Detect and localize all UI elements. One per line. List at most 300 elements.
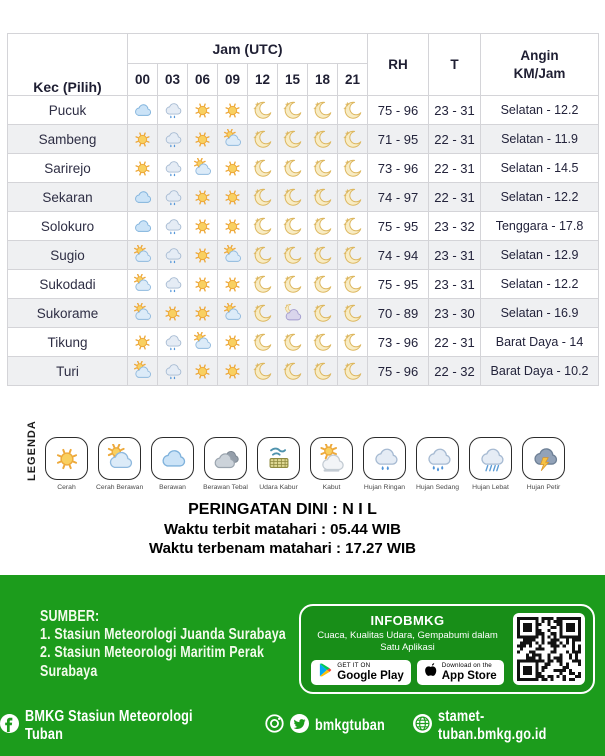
weather-cell <box>188 299 218 328</box>
cerah-malam-icon <box>342 158 363 179</box>
t-cell: 23 - 31 <box>429 270 481 299</box>
weather-cell <box>338 299 368 328</box>
weather-cell <box>338 154 368 183</box>
cerah-malam-icon <box>252 245 273 266</box>
cerah-malam-icon <box>282 274 303 295</box>
hujan-ringan-icon <box>370 444 400 474</box>
cerah-berawan-icon <box>132 303 153 324</box>
hujan-petir-icon <box>529 444 559 474</box>
rh-cell: 71 - 95 <box>368 125 429 154</box>
weather-cell <box>278 212 308 241</box>
instagram-twitter-item[interactable] <box>265 714 400 738</box>
cerah-berawan-icon <box>222 129 243 150</box>
legend-label: Berawan Tebal <box>203 484 248 491</box>
berawan-icon <box>132 216 153 237</box>
kec-cell[interactable]: Sarirejo <box>8 154 128 183</box>
cerah-malam-icon <box>282 361 303 382</box>
weather-cell <box>158 357 188 386</box>
legend-box <box>310 437 353 480</box>
cerah-malam-icon <box>342 303 363 324</box>
legend-item <box>361 437 408 491</box>
cerah-icon <box>222 274 243 295</box>
kec-cell[interactable]: Sugio <box>8 241 128 270</box>
weather-cell <box>158 241 188 270</box>
legend-item <box>43 437 90 491</box>
t-cell: 22 - 31 <box>429 183 481 212</box>
rh-cell: 75 - 95 <box>368 212 429 241</box>
cerah-malam-icon <box>282 216 303 237</box>
legend-label: Hujan Ringan <box>363 484 406 491</box>
weather-cell <box>218 299 248 328</box>
weather-cell <box>158 96 188 125</box>
cerah-malam-icon <box>312 216 333 237</box>
facebook-icon <box>0 714 19 738</box>
hujan-ringan-icon <box>162 274 183 295</box>
weather-cell <box>308 299 338 328</box>
cerah-malam-icon <box>312 303 333 324</box>
weather-cell <box>308 241 338 270</box>
facebook-item[interactable] <box>0 708 252 744</box>
cerah-icon <box>192 245 213 266</box>
t-cell: 22 - 32 <box>429 357 481 386</box>
instagram-icon <box>265 714 284 738</box>
berawan-tebal-icon <box>211 444 241 474</box>
wind-cell: Barat Daya - 10.2 <box>481 357 599 386</box>
cerah-malam-icon <box>342 274 363 295</box>
cerah-malam-icon <box>252 187 273 208</box>
legend-box <box>469 437 512 480</box>
google-play-badge[interactable] <box>311 660 410 685</box>
berawan-icon <box>158 444 188 474</box>
google-play-line1: GET IT ON <box>337 662 371 670</box>
table-row <box>8 270 599 299</box>
wind-cell: Selatan - 16.9 <box>481 299 599 328</box>
cerah-icon <box>222 332 243 353</box>
weather-cell <box>128 270 158 299</box>
weather-cell <box>248 241 278 270</box>
weather-cell <box>338 125 368 154</box>
weather-cell <box>248 357 278 386</box>
weather-cell <box>188 154 218 183</box>
hujan-lebat-icon <box>476 444 506 474</box>
wind-cell: Selatan - 12.2 <box>481 183 599 212</box>
cerah-malam-icon <box>312 245 333 266</box>
t-cell: 23 - 31 <box>429 96 481 125</box>
hujan-ringan-icon <box>162 332 183 353</box>
cerah-icon <box>132 158 153 179</box>
kec-cell[interactable]: Turi <box>8 357 128 386</box>
social-bar <box>0 708 605 744</box>
wind-cell: Barat Daya - 14 <box>481 328 599 357</box>
legend-item <box>467 437 514 491</box>
sumber-title: SUMBER: <box>40 608 100 625</box>
app-store-badge[interactable] <box>417 660 504 685</box>
sumber-line: 1. Stasiun Meteorologi Juanda Surabaya <box>40 626 286 644</box>
wind-cell: Selatan - 12.2 <box>481 96 599 125</box>
legend-label: Hujan Lebat <box>472 484 509 491</box>
rh-cell: 74 - 97 <box>368 183 429 212</box>
t-cell: 22 - 31 <box>429 328 481 357</box>
cerah-malam-icon <box>282 187 303 208</box>
weather-cell <box>248 96 278 125</box>
weather-cell <box>188 328 218 357</box>
weather-cell <box>338 328 368 357</box>
facebook-handle: BMKG Stasiun Meteorologi Tuban <box>25 708 193 743</box>
berawan-malam-icon <box>282 303 303 324</box>
weather-cell <box>248 125 278 154</box>
t-cell: 23 - 31 <box>429 241 481 270</box>
kec-cell[interactable]: Sekaran <box>8 183 128 212</box>
cerah-icon <box>192 361 213 382</box>
cerah-icon <box>222 187 243 208</box>
table-row <box>8 241 599 270</box>
weather-cell <box>278 241 308 270</box>
weather-cell <box>158 212 188 241</box>
cerah-icon <box>192 303 213 324</box>
legend-box <box>416 437 459 480</box>
legend-box <box>522 437 565 480</box>
weather-cell <box>278 299 308 328</box>
table-row <box>8 154 599 183</box>
kec-cell[interactable]: Sukodadi <box>8 270 128 299</box>
cerah-icon <box>132 332 153 353</box>
cerah-malam-icon <box>252 216 273 237</box>
table-row <box>8 125 599 154</box>
cerah-malam-icon <box>312 274 333 295</box>
table-row <box>8 212 599 241</box>
hour-header: 15 <box>278 64 308 96</box>
weather-cell <box>248 328 278 357</box>
cerah-icon <box>192 187 213 208</box>
google-play-line2: Google Play <box>337 670 404 683</box>
cerah-icon <box>192 216 213 237</box>
cerah-icon <box>162 303 183 324</box>
weather-cell <box>218 96 248 125</box>
weather-cell <box>188 212 218 241</box>
legend-item <box>520 437 567 491</box>
hujan-ringan-icon <box>162 187 183 208</box>
cerah-malam-icon <box>282 158 303 179</box>
weather-cell <box>308 270 338 299</box>
weather-cell <box>338 357 368 386</box>
wind-cell: Selatan - 12.2 <box>481 270 599 299</box>
cerah-malam-icon <box>342 100 363 121</box>
hujan-sedang-icon <box>423 444 453 474</box>
cerah-berawan-icon <box>132 274 153 295</box>
weather-cell <box>158 183 188 212</box>
legend-box <box>45 437 88 480</box>
wind-cell: Selatan - 14.5 <box>481 154 599 183</box>
weather-cell <box>278 183 308 212</box>
weather-cell <box>188 183 218 212</box>
weather-cell <box>128 154 158 183</box>
cerah-malam-icon <box>282 332 303 353</box>
cerah-malam-icon <box>252 158 273 179</box>
weather-cell <box>188 241 218 270</box>
weather-cell <box>128 212 158 241</box>
legend-title: LEGENDA <box>26 420 38 481</box>
table-row <box>8 328 599 357</box>
weather-cell <box>278 270 308 299</box>
cerah-icon <box>192 274 213 295</box>
website-item[interactable] <box>413 708 605 744</box>
cerah-malam-icon <box>252 332 273 353</box>
cerah-malam-icon <box>342 245 363 266</box>
table-row <box>8 299 599 328</box>
t-header: T <box>429 34 481 96</box>
legend-box <box>98 437 141 480</box>
cerah-malam-icon <box>252 100 273 121</box>
forecast-table <box>7 33 599 386</box>
cerah-malam-icon <box>282 245 303 266</box>
cerah-berawan-icon <box>222 303 243 324</box>
weather-cell <box>248 183 278 212</box>
hour-header: 21 <box>338 64 368 96</box>
angin-header <box>481 34 599 96</box>
hujan-ringan-icon <box>162 100 183 121</box>
legend-label: Berawan <box>159 484 186 491</box>
weather-cell <box>308 212 338 241</box>
sunrise-line: Waktu terbit matahari : 05.44 WIB <box>164 521 401 538</box>
jam-utc-header: Jam (UTC) <box>128 34 368 64</box>
cerah-malam-icon <box>282 129 303 150</box>
kec-cell[interactable]: Sukorame <box>8 299 128 328</box>
infobmkg-text <box>309 613 506 686</box>
weather-cell <box>308 328 338 357</box>
wind-cell: Selatan - 12.9 <box>481 241 599 270</box>
cerah-icon <box>222 100 243 121</box>
cerah-berawan-icon <box>222 245 243 266</box>
legend-item <box>414 437 461 491</box>
t-cell: 23 - 30 <box>429 299 481 328</box>
cerah-icon <box>222 361 243 382</box>
cerah-malam-icon <box>342 216 363 237</box>
footer <box>0 575 605 756</box>
wind-cell: Selatan - 11.9 <box>481 125 599 154</box>
udara-kabur-icon <box>264 444 294 474</box>
weather-cell <box>248 212 278 241</box>
cerah-berawan-icon <box>132 245 153 266</box>
legend-box <box>204 437 247 480</box>
twitter-icon <box>290 714 309 738</box>
cerah-icon <box>132 129 153 150</box>
infobmkg-subtitle: Cuaca, Kualitas Udara, Gempabumi dalam Satu Aplikasi <box>317 629 498 653</box>
legend <box>26 420 567 491</box>
cerah-icon <box>52 444 82 474</box>
cerah-malam-icon <box>252 274 273 295</box>
sumber-block <box>40 608 297 681</box>
info-block <box>0 500 565 558</box>
weather-cell <box>158 299 188 328</box>
hour-header: 09 <box>218 64 248 96</box>
table-row <box>8 357 599 386</box>
kec-header: Kec (Pilih) <box>8 34 128 96</box>
berawan-icon <box>132 100 153 121</box>
weather-cell <box>308 183 338 212</box>
weather-cell <box>308 125 338 154</box>
weather-cell <box>128 96 158 125</box>
hujan-ringan-icon <box>162 158 183 179</box>
apple-icon <box>424 662 438 683</box>
weather-cell <box>218 270 248 299</box>
legend-box <box>257 437 300 480</box>
hujan-ringan-icon <box>162 129 183 150</box>
app-store-line1: Download on the <box>441 662 493 670</box>
hour-header: 00 <box>128 64 158 96</box>
globe-icon <box>413 714 432 738</box>
weather-cell <box>308 357 338 386</box>
rh-cell: 75 - 95 <box>368 270 429 299</box>
weather-cell <box>128 299 158 328</box>
angin-header-line1: Angin <box>520 47 559 63</box>
weather-cell <box>338 241 368 270</box>
hour-header: 06 <box>188 64 218 96</box>
kec-cell[interactable]: Tikung <box>8 328 128 357</box>
legend-item <box>308 437 355 491</box>
instagram-twitter-handle: bmkgtuban <box>314 717 385 734</box>
app-store-line2: App Store <box>441 670 497 683</box>
kec-cell[interactable]: Sambeng <box>8 125 128 154</box>
website-handle: stamet-tuban.bmkg.go.id <box>438 708 547 743</box>
kabut-icon <box>317 444 347 474</box>
infobmkg-title: INFOBMKG <box>370 612 445 628</box>
cerah-berawan-icon <box>192 158 213 179</box>
legend-item <box>149 437 196 491</box>
weather-cell <box>218 212 248 241</box>
legend-label: Hujan Petir <box>526 484 561 491</box>
cerah-malam-icon <box>312 332 333 353</box>
hour-header: 12 <box>248 64 278 96</box>
forecast-tbody <box>8 96 599 386</box>
weather-cell <box>308 154 338 183</box>
weather-cell <box>308 96 338 125</box>
weather-cell <box>338 270 368 299</box>
kec-cell[interactable]: Solokuro <box>8 212 128 241</box>
hour-header: 18 <box>308 64 338 96</box>
cerah-malam-icon <box>312 361 333 382</box>
hujan-ringan-icon <box>162 216 183 237</box>
table-row <box>8 96 599 125</box>
weather-cell <box>278 357 308 386</box>
google-play-icon <box>318 662 333 683</box>
rh-header: RH <box>368 34 429 96</box>
hour-header: 03 <box>158 64 188 96</box>
weather-cell <box>218 183 248 212</box>
cerah-icon <box>222 216 243 237</box>
peringatan-dini-line: PERINGATAN DINI : N I L <box>188 501 377 518</box>
weather-cell <box>158 270 188 299</box>
cerah-icon <box>192 100 213 121</box>
legend-box <box>363 437 406 480</box>
weather-cell <box>218 328 248 357</box>
rh-cell: 73 - 96 <box>368 328 429 357</box>
legend-item <box>202 437 249 491</box>
cerah-malam-icon <box>342 332 363 353</box>
cerah-icon <box>192 129 213 150</box>
legend-label: Cerah <box>57 484 76 491</box>
t-cell: 22 - 31 <box>429 154 481 183</box>
cerah-malam-icon <box>342 361 363 382</box>
cerah-icon <box>222 158 243 179</box>
weather-cell <box>218 154 248 183</box>
t-cell: 23 - 32 <box>429 212 481 241</box>
cerah-malam-icon <box>342 187 363 208</box>
qr-code <box>513 613 585 685</box>
cerah-malam-icon <box>252 303 273 324</box>
legend-label: Cerah Berawan <box>96 484 144 491</box>
weather-cell <box>128 125 158 154</box>
weather-cell <box>248 270 278 299</box>
table-row <box>8 183 599 212</box>
cerah-malam-icon <box>342 129 363 150</box>
rh-cell: 75 - 96 <box>368 357 429 386</box>
weather-cell <box>248 299 278 328</box>
legend-label: Kabut <box>322 484 341 491</box>
weather-cell <box>338 212 368 241</box>
weather-cell <box>158 328 188 357</box>
weather-cell <box>218 125 248 154</box>
t-cell: 22 - 31 <box>429 125 481 154</box>
cerah-malam-icon <box>312 129 333 150</box>
sumber-line: 2. Stasiun Meteorologi Maritim Perak Surabaya <box>40 644 265 680</box>
weather-cell <box>128 241 158 270</box>
cerah-malam-icon <box>252 361 273 382</box>
cerah-malam-icon <box>312 100 333 121</box>
hujan-ringan-icon <box>162 245 183 266</box>
weather-cell <box>248 154 278 183</box>
weather-cell <box>188 270 218 299</box>
kec-cell[interactable]: Pucuk <box>8 96 128 125</box>
weather-cell <box>218 357 248 386</box>
weather-cell <box>188 357 218 386</box>
weather-cell <box>188 125 218 154</box>
weather-cell <box>128 183 158 212</box>
weather-cell <box>278 328 308 357</box>
cerah-malam-icon <box>252 129 273 150</box>
rh-cell: 75 - 96 <box>368 96 429 125</box>
legend-items <box>43 437 567 491</box>
rh-cell: 74 - 94 <box>368 241 429 270</box>
cerah-malam-icon <box>312 187 333 208</box>
legend-label: Udara Kabur <box>259 484 298 491</box>
weather-cell <box>278 96 308 125</box>
legend-item <box>96 437 143 491</box>
weather-cell <box>218 241 248 270</box>
hujan-ringan-icon <box>162 361 183 382</box>
weather-cell <box>188 96 218 125</box>
weather-cell <box>338 183 368 212</box>
weather-cell <box>158 154 188 183</box>
weather-cell <box>128 328 158 357</box>
weather-cell <box>338 96 368 125</box>
weather-cell <box>128 357 158 386</box>
cerah-malam-icon <box>312 158 333 179</box>
cerah-berawan-icon <box>105 444 135 474</box>
berawan-icon <box>132 187 153 208</box>
legend-label: Hujan Sedang <box>415 484 460 491</box>
rh-cell: 70 - 89 <box>368 299 429 328</box>
store-badges <box>309 660 506 685</box>
infobmkg-box <box>299 604 595 694</box>
rh-cell: 73 - 96 <box>368 154 429 183</box>
weather-cell <box>278 125 308 154</box>
weather-cell <box>278 154 308 183</box>
legend-item <box>255 437 302 491</box>
sunset-line: Waktu terbenam matahari : 17.27 WIB <box>148 540 417 557</box>
cerah-berawan-icon <box>132 361 153 382</box>
legend-box <box>151 437 194 480</box>
weather-cell <box>158 125 188 154</box>
